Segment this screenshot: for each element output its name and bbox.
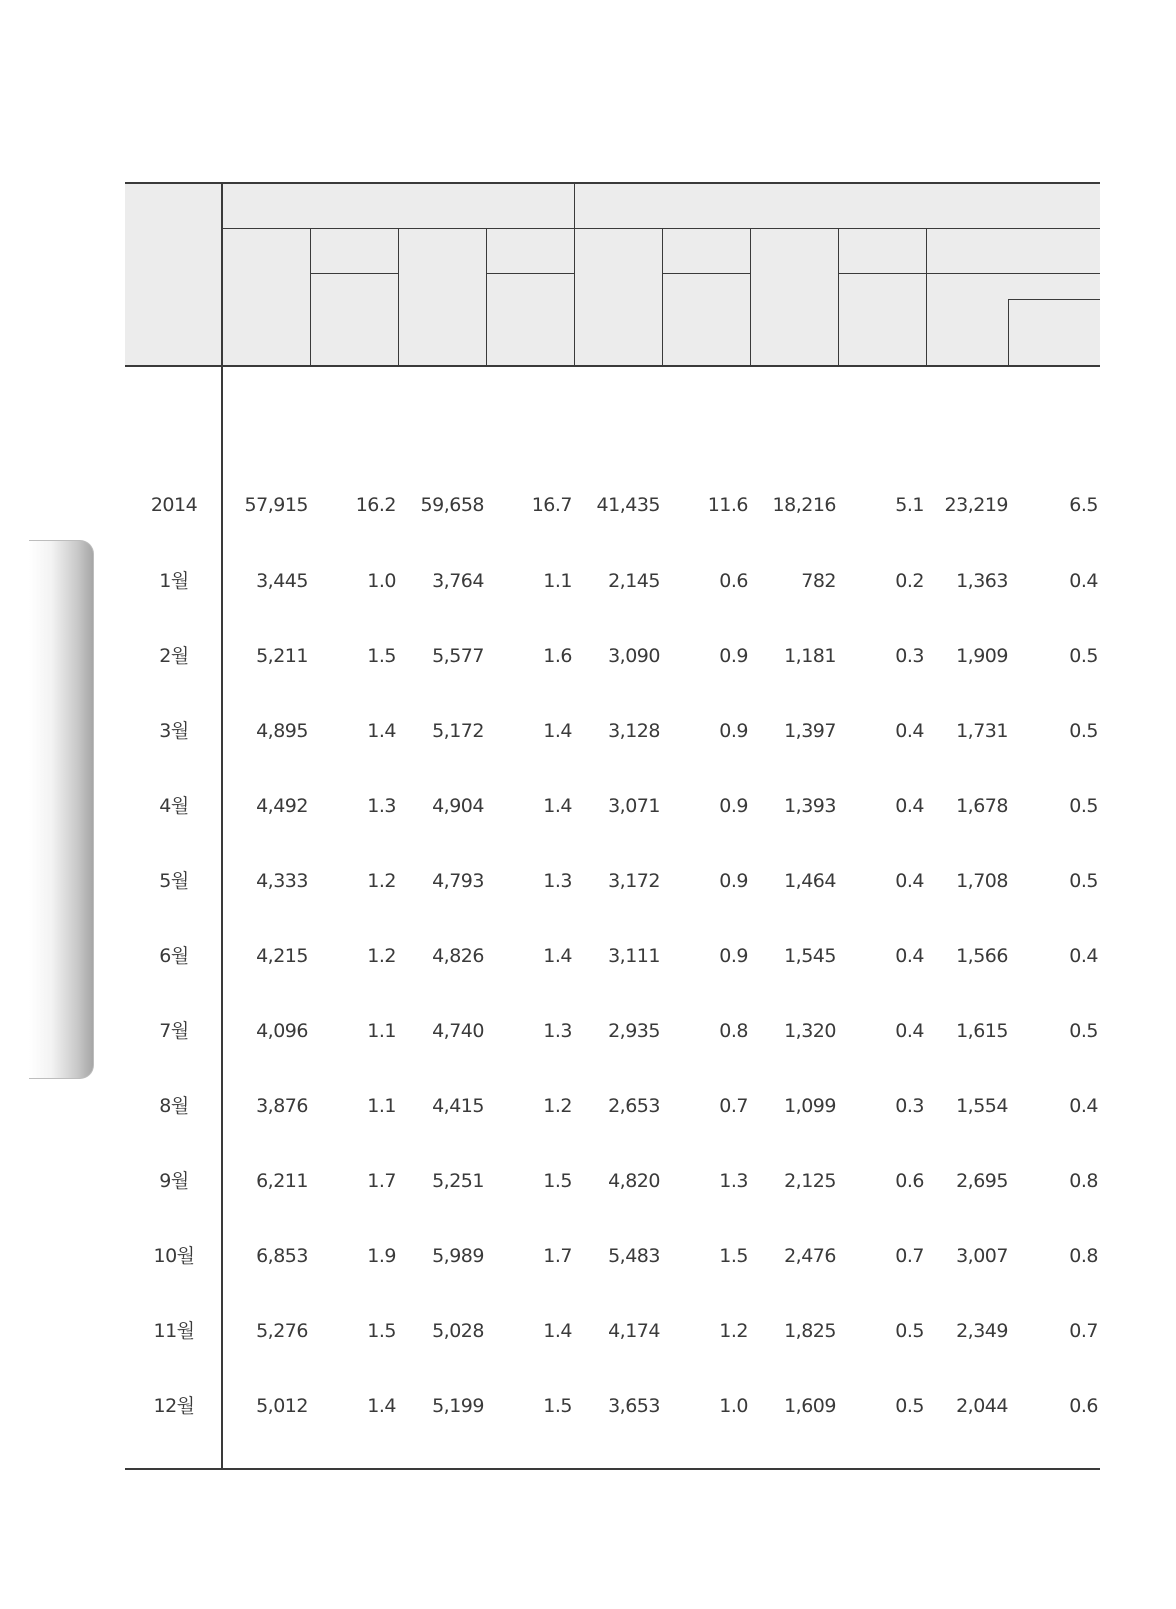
cell-col-4: 1.4 [543,720,572,742]
cell-col-2: 1.5 [367,1320,396,1342]
header-divider-4 [574,182,575,366]
cell-col-9: 1,554 [956,1095,1008,1117]
header-rule-level-2d [838,273,926,274]
cell-col-8: 0.2 [895,570,924,592]
row-label: 7월 [159,1020,189,1042]
cell-col-4: 1.4 [543,795,572,817]
cell-col-1: 4,895 [256,720,308,742]
cell-col-7: 1,609 [784,1395,836,1417]
header-divider-2 [398,228,399,366]
cell-col-9: 1,909 [956,645,1008,667]
cell-col-7: 1,825 [784,1320,836,1342]
cell-col-5: 2,935 [608,1020,660,1042]
table-header-background [125,183,1100,367]
cell-col-4: 1.7 [543,1245,572,1267]
cell-col-3: 59,658 [420,494,484,516]
cell-col-7: 1,464 [784,870,836,892]
row-label: 6월 [159,945,189,967]
cell-col-8: 5.1 [895,494,924,516]
cell-col-8: 0.4 [895,870,924,892]
row-label: 12월 [153,1395,195,1417]
cell-col-8: 0.6 [895,1170,924,1192]
cell-col-6: 1.5 [719,1245,748,1267]
row-label: 11월 [153,1320,195,1342]
cell-col-7: 782 [801,570,836,592]
cell-col-7: 1,320 [784,1020,836,1042]
header-divider-9 [1008,299,1009,366]
row-label: 3월 [159,720,189,742]
cell-col-6: 0.9 [719,645,748,667]
cell-col-4: 1.4 [543,945,572,967]
cell-col-2: 1.1 [367,1095,396,1117]
cell-col-5: 3,111 [608,945,660,967]
cell-col-10: 0.4 [1069,1095,1098,1117]
header-divider-7 [838,228,839,366]
cell-col-6: 0.8 [719,1020,748,1042]
cell-col-2: 1.9 [367,1245,396,1267]
cell-col-8: 0.4 [895,945,924,967]
header-divider-1 [310,228,311,366]
cell-col-1: 4,215 [256,945,308,967]
cell-col-10: 0.4 [1069,570,1098,592]
cell-col-5: 3,090 [608,645,660,667]
cell-col-6: 1.3 [719,1170,748,1192]
cell-col-9: 2,044 [956,1395,1008,1417]
cell-col-6: 0.6 [719,570,748,592]
cell-col-5: 3,172 [608,870,660,892]
cell-col-3: 5,199 [432,1395,484,1417]
cell-col-6: 0.9 [719,795,748,817]
header-rule-level-2a [310,273,399,274]
cell-col-8: 0.3 [895,1095,924,1117]
cell-col-2: 1.2 [367,870,396,892]
cell-col-1: 6,211 [256,1170,308,1192]
cell-col-7: 2,125 [784,1170,836,1192]
cell-col-2: 1.4 [367,720,396,742]
cell-col-1: 5,276 [256,1320,308,1342]
cell-col-9: 3,007 [956,1245,1008,1267]
cell-col-1: 5,012 [256,1395,308,1417]
cell-col-9: 1,708 [956,870,1008,892]
cell-col-8: 0.5 [895,1320,924,1342]
label-column-divider [221,182,223,1469]
cell-col-4: 1.5 [543,1170,572,1192]
row-label: 10월 [153,1245,195,1267]
cell-col-2: 1.4 [367,1395,396,1417]
cell-col-4: 1.2 [543,1095,572,1117]
cell-col-4: 1.3 [543,870,572,892]
row-label: 8월 [159,1095,189,1117]
cell-col-8: 0.4 [895,720,924,742]
cell-col-3: 4,415 [432,1095,484,1117]
cell-col-7: 1,397 [784,720,836,742]
cell-col-3: 3,764 [432,570,484,592]
cell-col-2: 1.5 [367,645,396,667]
cell-col-1: 3,876 [256,1095,308,1117]
cell-col-2: 1.0 [367,570,396,592]
cell-col-3: 4,904 [432,795,484,817]
cell-col-8: 0.7 [895,1245,924,1267]
cell-col-2: 1.7 [367,1170,396,1192]
cell-col-10: 0.7 [1069,1320,1098,1342]
cell-col-5: 4,820 [608,1170,660,1192]
cell-col-9: 1,731 [956,720,1008,742]
cell-col-2: 1.1 [367,1020,396,1042]
cell-col-8: 0.4 [895,795,924,817]
cell-col-3: 5,989 [432,1245,484,1267]
cell-col-7: 1,393 [784,795,836,817]
cell-col-2: 16.2 [355,494,396,516]
cell-col-3: 5,251 [432,1170,484,1192]
cell-col-9: 23,219 [944,494,1008,516]
cell-col-10: 6.5 [1069,494,1098,516]
table-bottom-rule [125,1468,1100,1470]
cell-col-8: 0.5 [895,1395,924,1417]
header-divider-8 [926,228,927,366]
cell-col-5: 41,435 [596,494,660,516]
cell-col-9: 2,695 [956,1170,1008,1192]
cell-col-5: 5,483 [608,1245,660,1267]
cell-col-6: 1.2 [719,1320,748,1342]
cell-col-3: 4,826 [432,945,484,967]
cell-col-4: 1.4 [543,1320,572,1342]
cell-col-4: 16.7 [531,494,572,516]
cell-col-7: 2,476 [784,1245,836,1267]
cell-col-9: 1,678 [956,795,1008,817]
cell-col-10: 0.5 [1069,645,1098,667]
header-rule-level-1 [222,228,1100,229]
cell-col-7: 1,545 [784,945,836,967]
cell-col-9: 1,363 [956,570,1008,592]
cell-col-6: 11.6 [707,494,748,516]
table-top-rule [125,182,1100,184]
cell-col-4: 1.6 [543,645,572,667]
side-tab-decoration [29,540,94,1079]
header-bottom-rule [125,365,1100,367]
cell-col-10: 0.4 [1069,945,1098,967]
cell-col-6: 0.9 [719,870,748,892]
cell-col-5: 3,071 [608,795,660,817]
cell-col-1: 3,445 [256,570,308,592]
cell-col-6: 1.0 [719,1395,748,1417]
header-divider-3 [486,228,487,366]
cell-col-4: 1.5 [543,1395,572,1417]
cell-col-1: 4,492 [256,795,308,817]
cell-col-10: 0.5 [1069,870,1098,892]
cell-col-10: 0.8 [1069,1245,1098,1267]
cell-col-8: 0.3 [895,645,924,667]
cell-col-5: 3,653 [608,1395,660,1417]
cell-col-3: 5,028 [432,1320,484,1342]
cell-col-10: 0.8 [1069,1170,1098,1192]
cell-col-6: 0.7 [719,1095,748,1117]
cell-col-7: 1,099 [784,1095,836,1117]
cell-col-9: 2,349 [956,1320,1008,1342]
cell-col-9: 1,615 [956,1020,1008,1042]
cell-col-10: 0.5 [1069,720,1098,742]
header-rule-level-2b [486,273,575,274]
cell-col-10: 0.5 [1069,1020,1098,1042]
row-label: 5월 [159,870,189,892]
cell-col-5: 3,128 [608,720,660,742]
cell-col-1: 4,333 [256,870,308,892]
cell-col-3: 5,577 [432,645,484,667]
row-label: 2014 [150,494,198,516]
cell-col-2: 1.3 [367,795,396,817]
cell-col-9: 1,566 [956,945,1008,967]
header-rule-level-2c [662,273,750,274]
cell-col-10: 0.5 [1069,795,1098,817]
cell-col-1: 57,915 [244,494,308,516]
row-label: 2월 [159,645,189,667]
row-label: 4월 [159,795,189,817]
header-rule-level-2e [926,273,1100,274]
cell-col-3: 4,793 [432,870,484,892]
header-divider-6 [750,228,751,366]
cell-col-1: 6,853 [256,1245,308,1267]
row-label: 9월 [159,1170,189,1192]
cell-col-4: 1.3 [543,1020,572,1042]
cell-col-3: 5,172 [432,720,484,742]
cell-col-1: 5,211 [256,645,308,667]
cell-col-6: 0.9 [719,720,748,742]
header-divider-5 [662,228,663,366]
cell-col-8: 0.4 [895,1020,924,1042]
cell-col-6: 0.9 [719,945,748,967]
cell-col-7: 1,181 [784,645,836,667]
cell-col-10: 0.6 [1069,1395,1098,1417]
cell-col-3: 4,740 [432,1020,484,1042]
header-rule-level-3 [1008,299,1100,300]
cell-col-7: 18,216 [772,494,836,516]
cell-col-2: 1.2 [367,945,396,967]
cell-col-5: 2,145 [608,570,660,592]
cell-col-4: 1.1 [543,570,572,592]
cell-col-5: 4,174 [608,1320,660,1342]
cell-col-1: 4,096 [256,1020,308,1042]
cell-col-5: 2,653 [608,1095,660,1117]
row-label: 1월 [159,570,189,592]
